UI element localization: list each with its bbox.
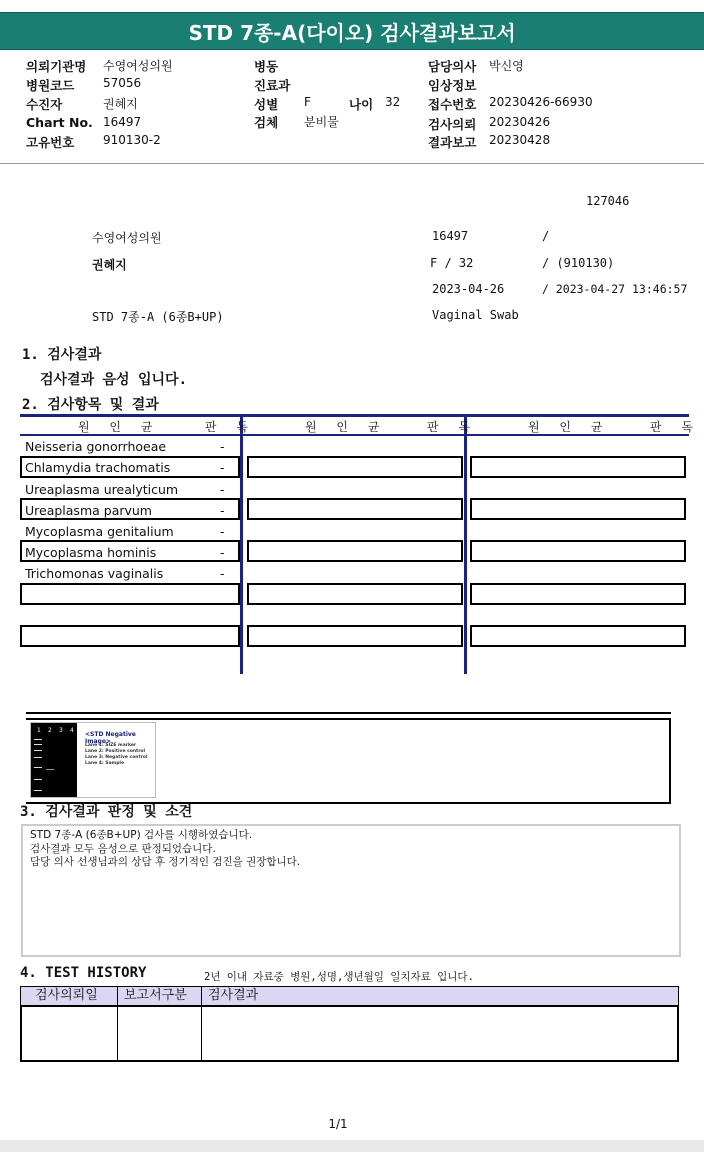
info-label: 의뢰기관명 xyxy=(26,59,87,74)
column-header-organism: 원 인 균 xyxy=(78,420,161,434)
gel-legend-item: Lane 3: Negative control xyxy=(85,755,148,760)
report-title: STD 7종-A(다이오) 검사결과보고서 xyxy=(188,21,516,45)
organism-name: Mycoplasma genitalium xyxy=(25,524,174,539)
column-divider xyxy=(240,414,243,674)
section-heading: 4. TEST HISTORY xyxy=(20,965,147,981)
info-label: 담당의사 xyxy=(428,59,477,74)
info-value: 권혜지 xyxy=(103,97,138,111)
separator: / xyxy=(542,229,550,243)
info-value: 수영여성의원 xyxy=(103,59,173,73)
organism-result: - xyxy=(220,524,225,539)
request-date: 2023-04-26 xyxy=(432,282,505,296)
info-label: 병원코드 xyxy=(26,78,75,93)
lane-number: 2 xyxy=(48,727,52,734)
column-header-result: 판 독 xyxy=(205,420,256,434)
info-value: 20230426 xyxy=(489,115,551,129)
gel-band xyxy=(34,744,42,745)
report-number: 127046 xyxy=(586,194,630,208)
gel-legend-item: Lane 1: SIZE marker xyxy=(85,743,137,748)
sex-age: F / 32 xyxy=(430,256,474,270)
gel-band xyxy=(34,750,42,751)
organism-name: Trichomonas vaginalis xyxy=(25,566,164,581)
info-label: 진료과 xyxy=(254,78,291,93)
gel-band xyxy=(46,769,54,770)
comment-text xyxy=(30,829,300,870)
organism-result: - xyxy=(220,545,225,560)
comment-line: STD 7종-A (6종B+UP) 검사를 시행하였습니다. xyxy=(30,829,253,841)
history-col-header: 검사결과 xyxy=(201,986,679,1006)
section-heading: 1. 검사결과 xyxy=(22,347,102,363)
row-box xyxy=(247,498,463,520)
row-box xyxy=(20,583,240,605)
info-value: 20230426-66930 xyxy=(489,95,593,109)
info-value: 박신영 xyxy=(489,59,524,73)
gel-legend-item: Lane 2: Positive control xyxy=(85,749,146,754)
history-col-header: 검사의뢰일 xyxy=(20,986,118,1006)
gel-legend-item: Lane 4: Sample xyxy=(85,761,125,766)
patient-id: / (910130) xyxy=(542,256,615,270)
row-box xyxy=(247,456,463,478)
organism-result: - xyxy=(220,566,225,581)
patient-name: 권혜지 xyxy=(92,258,127,272)
info-label: 검사의뢰 xyxy=(428,117,477,132)
info-label: 고유번호 xyxy=(26,135,75,150)
column-header-organism: 원 인 균 xyxy=(305,420,388,434)
lane-number: 4 xyxy=(70,727,74,734)
gel-image xyxy=(31,723,77,797)
organism-result: - xyxy=(220,503,225,518)
info-label: Chart No. xyxy=(26,115,93,130)
info-label: 결과보고 xyxy=(428,135,477,150)
history-col-header: 보고서구분 xyxy=(117,986,202,1006)
info-label: 접수번호 xyxy=(428,97,477,112)
row-box xyxy=(247,540,463,562)
gel-band xyxy=(34,767,42,768)
gel-band xyxy=(34,790,42,791)
organism-name: Neisseria gonorrhoeae xyxy=(25,439,167,454)
info-value: 57056 xyxy=(103,76,142,90)
row-box xyxy=(20,625,240,647)
gel-band xyxy=(34,779,42,780)
info-label: 병동 xyxy=(254,59,279,74)
column-header-result: 판 독 xyxy=(427,420,478,434)
organism-name: Ureaplasma urealyticum xyxy=(25,482,179,497)
gel-band xyxy=(34,757,42,758)
column-divider xyxy=(464,414,467,674)
table-top-rule xyxy=(20,414,689,417)
organism-name: Ureaplasma parvum xyxy=(25,503,152,518)
result-summary: 검사결과 음성 입니다. xyxy=(40,372,188,388)
gel-image-panel xyxy=(30,722,156,798)
history-cell xyxy=(20,1005,118,1062)
row-box xyxy=(470,456,686,478)
organism-name: Chlamydia trachomatis xyxy=(25,460,171,475)
row-box xyxy=(247,583,463,605)
info-label: 성별 xyxy=(254,97,279,112)
info-value: 16497 xyxy=(103,115,142,129)
report-datetime: / 2023-04-27 13:46:57 xyxy=(542,282,688,296)
info-value: 분비물 xyxy=(304,115,339,129)
section-heading: 2. 검사항목 및 결과 xyxy=(22,397,159,413)
gel-top-rule xyxy=(26,712,671,714)
organism-name: Mycoplasma hominis xyxy=(25,545,157,560)
comment-line: 담당 의사 선생님과의 상담 후 정기적인 검진을 권장합니다. xyxy=(30,856,301,868)
organism-result: - xyxy=(220,439,225,454)
history-cell xyxy=(117,1005,202,1062)
info-label: 임상정보 xyxy=(428,78,477,93)
organism-result: - xyxy=(220,482,225,497)
row-box xyxy=(247,625,463,647)
history-cell xyxy=(201,1005,679,1062)
page-number: 1/1 xyxy=(328,1117,348,1131)
row-box xyxy=(470,583,686,605)
gel-title: <STD Negative Image> xyxy=(85,731,136,745)
info-value: 32 xyxy=(385,95,401,109)
clinic-name: 수영여성의원 xyxy=(92,231,162,245)
section-heading: 3. 검사결과 판정 및 소견 xyxy=(20,804,193,820)
info-value: 910130-2 xyxy=(103,133,161,147)
info-label: 검체 xyxy=(254,115,279,130)
lane-number: 3 xyxy=(59,727,63,734)
organism-result: - xyxy=(220,460,225,475)
gel-band xyxy=(34,739,42,740)
row-box xyxy=(470,540,686,562)
specimen: Vaginal Swab xyxy=(432,308,519,322)
gel-legend xyxy=(85,743,148,767)
info-value: F xyxy=(304,95,311,109)
comment-line: 검사결과 모두 음성으로 판정되었습니다. xyxy=(30,842,216,855)
lane-number: 1 xyxy=(37,727,41,734)
info-label: 나이 xyxy=(349,97,374,112)
column-header-result: 판 독 xyxy=(650,420,701,434)
chart-number: 16497 xyxy=(432,229,469,243)
test-name: STD 7종-A (6종B+UP) xyxy=(92,310,224,324)
history-note: 2년 이내 자료중 병원,성명,생년월일 일치자료 입니다. xyxy=(204,971,474,983)
page-bottom-strip xyxy=(0,1140,704,1152)
info-divider xyxy=(0,163,704,164)
column-header-organism: 원 인 균 xyxy=(528,420,611,434)
row-box xyxy=(470,625,686,647)
row-box xyxy=(470,498,686,520)
info-value: 20230428 xyxy=(489,133,551,147)
info-label: 수진자 xyxy=(26,97,63,112)
